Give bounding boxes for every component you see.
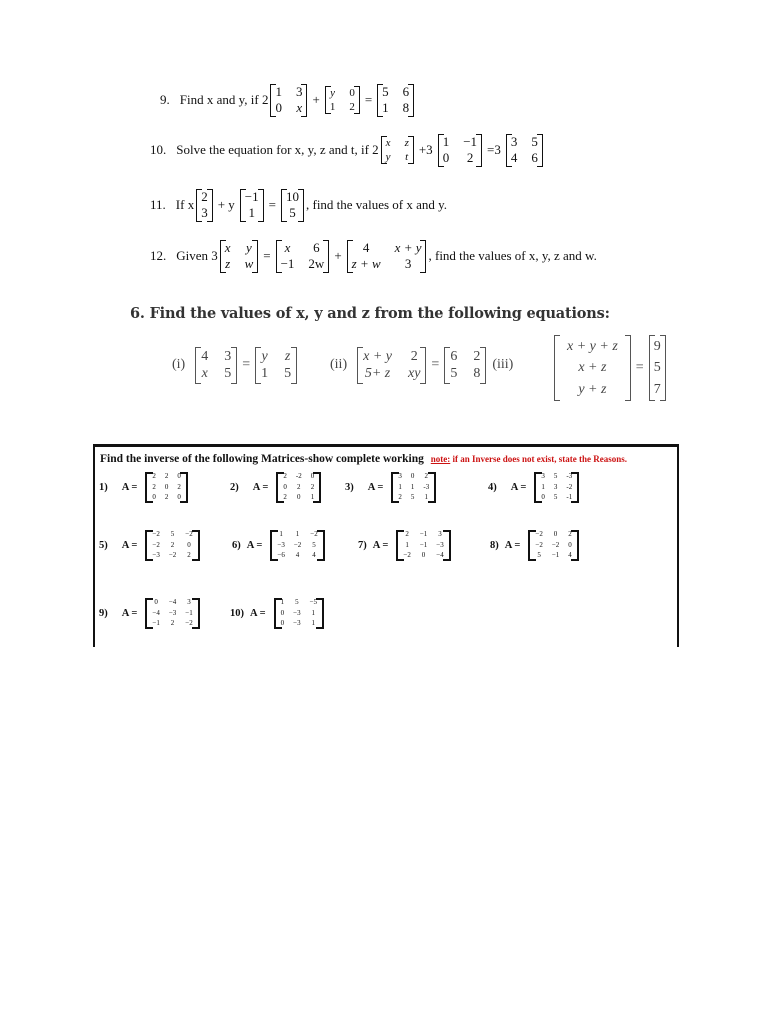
matrix-cell: 2 bbox=[152, 472, 156, 480]
a-equals: A = bbox=[250, 608, 266, 620]
matrix-cell: 0 bbox=[154, 598, 158, 606]
note: note: if an Inverse does not exist, state the Reasons. bbox=[430, 454, 628, 464]
matrix-cell: 2 bbox=[283, 493, 287, 502]
problem-label: 2) bbox=[230, 482, 239, 494]
matrix: 4 x + y z + w 3 bbox=[347, 240, 427, 273]
matrix-cell: 2 bbox=[164, 493, 169, 502]
matrix-3x3 bbox=[528, 530, 578, 561]
matrix-cell: 5 bbox=[553, 472, 558, 480]
matrix-cell: 0 bbox=[280, 608, 285, 617]
matrix-cell: -1 bbox=[566, 493, 573, 502]
matrix-cell: −5 bbox=[309, 598, 318, 606]
question-6-part-iii bbox=[552, 335, 668, 401]
matrix-cell: 4 bbox=[568, 551, 572, 560]
matrix-cell: 0 bbox=[164, 482, 169, 491]
matrix-cell: 5 bbox=[410, 493, 415, 502]
matrix: 6 2 5 8 bbox=[444, 347, 486, 384]
inverse-problem-5 bbox=[99, 530, 202, 561]
matrix-cell: 5 bbox=[537, 551, 541, 560]
matrix-cell: 0 bbox=[541, 493, 545, 502]
matrix-cell: 2 bbox=[187, 551, 191, 560]
matrix-cell: 5 bbox=[553, 493, 558, 502]
matrix-cell: −3 bbox=[168, 608, 177, 617]
matrix: x z y t bbox=[381, 136, 414, 164]
matrix-cell: 2 bbox=[310, 482, 315, 491]
matrix-cell: 2 bbox=[170, 540, 175, 549]
equals-scalar: =3 bbox=[487, 142, 501, 158]
equals-sign: = bbox=[268, 197, 276, 213]
matrix-cell: 2 bbox=[164, 472, 169, 480]
matrix-cell: 5 bbox=[312, 540, 316, 549]
problem-label: 3) bbox=[345, 482, 354, 494]
matrix-cell: 0 bbox=[177, 472, 181, 480]
plus-sign: + bbox=[334, 248, 342, 264]
inverse-problem-7 bbox=[358, 530, 453, 561]
matrix-cell: −2 bbox=[535, 540, 543, 549]
equals-sign: = bbox=[364, 92, 373, 108]
matrix-cell: −2 bbox=[185, 619, 193, 628]
inverse-problem-4 bbox=[488, 472, 581, 503]
matrix: 3 5 4 6 bbox=[506, 134, 543, 167]
matrix-cell: 1 bbox=[280, 598, 285, 606]
a-equals: A = bbox=[121, 608, 138, 620]
problem-label: 1) bbox=[99, 482, 108, 494]
matrix-cell: -3 bbox=[566, 472, 573, 480]
inverse-problem-10 bbox=[230, 598, 326, 629]
equals-sign: = bbox=[242, 357, 251, 373]
matrix-cell: 2 bbox=[424, 472, 429, 480]
a-equals: A = bbox=[372, 540, 389, 552]
plus-sign: + bbox=[312, 92, 320, 108]
matrix-cell: 2 bbox=[297, 482, 301, 491]
matrix-cell: 2 bbox=[152, 482, 156, 491]
matrix-cell: −6 bbox=[277, 551, 285, 560]
matrix-3x3 bbox=[391, 472, 436, 503]
problem-11 bbox=[150, 189, 447, 222]
problem-9 bbox=[160, 84, 416, 117]
matrix-cell: 0 bbox=[152, 493, 156, 502]
matrix: 4 3 x 5 bbox=[195, 347, 237, 384]
a-equals: A = bbox=[510, 482, 527, 494]
plus-term: + y bbox=[217, 197, 235, 213]
inverse-problem-8 bbox=[490, 530, 581, 561]
problem-label: 8) bbox=[490, 540, 499, 552]
problem-label: 9) bbox=[99, 608, 108, 620]
matrix: y 0 1 2 bbox=[325, 86, 360, 114]
matrix-cell: 2 bbox=[398, 493, 402, 502]
matrix-cell: −3 bbox=[436, 540, 444, 549]
matrix-cell: 0 bbox=[553, 530, 558, 538]
matrix-cell: 1 bbox=[295, 530, 300, 538]
problem-12 bbox=[150, 240, 597, 273]
matrix-cell: 3 bbox=[541, 472, 545, 480]
matrix-cell: 3 bbox=[398, 472, 402, 480]
problem-text: Given 3 bbox=[176, 248, 218, 264]
problem-text: If x bbox=[175, 197, 195, 213]
matrix-3x3 bbox=[145, 598, 199, 629]
matrix-cell: −2 bbox=[185, 530, 193, 538]
part-label: (iii) bbox=[492, 357, 514, 373]
inverse-problem-6 bbox=[232, 530, 327, 561]
a-equals: A = bbox=[121, 482, 138, 494]
matrix-cell: −2 bbox=[535, 530, 543, 538]
matrix-cell: 0 bbox=[568, 540, 572, 549]
matrix-cell: −2 bbox=[152, 540, 160, 549]
matrix-cell: 0 bbox=[410, 472, 415, 480]
matrix-cell: −4 bbox=[152, 608, 160, 617]
matrix-cell: 4 bbox=[312, 551, 316, 560]
matrix-cell: 2 bbox=[170, 619, 175, 628]
problem-text: Find x and y, if 2 bbox=[179, 92, 269, 108]
matrix-cell: 0 bbox=[177, 493, 181, 502]
a-equals: A = bbox=[252, 482, 269, 494]
matrix-cell: 1 bbox=[279, 530, 283, 538]
matrix-cell: 1 bbox=[424, 493, 429, 502]
inverse-problem-3 bbox=[345, 472, 438, 503]
matrix-cell: −4 bbox=[436, 551, 444, 560]
question-6-heading: 6. Find the values of x, y and z from the following equations: bbox=[130, 305, 610, 322]
inverse-problem-2 bbox=[230, 472, 323, 503]
matrix: x y z w bbox=[220, 240, 258, 273]
matrix-3x3 bbox=[534, 472, 579, 503]
matrix-cell: 1 bbox=[541, 482, 545, 491]
matrix-cell: 0 bbox=[283, 482, 287, 491]
a-equals: A = bbox=[121, 540, 138, 552]
matrix: 1 −1 0 2 bbox=[438, 134, 482, 167]
column-vector: 9 5 7 bbox=[649, 335, 666, 401]
matrix-cell: 5 bbox=[295, 598, 299, 606]
inverse-problem-1 bbox=[99, 472, 190, 503]
matrix-cell: -2 bbox=[295, 472, 302, 480]
matrix-cell: −3 bbox=[152, 551, 160, 560]
matrix: x + y + z x + z y + z bbox=[554, 335, 631, 401]
matrix-3x3 bbox=[276, 472, 321, 503]
matrix-cell: 2 bbox=[177, 482, 181, 491]
question-6-part-i bbox=[172, 347, 299, 384]
matrix-cell: -2 bbox=[566, 482, 573, 491]
problem-text: Solve the equation for x, y, z and t, if 2 bbox=[176, 142, 379, 158]
matrix-3x3 bbox=[270, 530, 324, 561]
matrix-3x3 bbox=[274, 598, 324, 629]
matrix-cell: 2 bbox=[568, 530, 572, 538]
matrix-cell: −1 bbox=[551, 551, 560, 560]
matrix-cell: −3 bbox=[277, 540, 285, 549]
matrix-cell: 3 bbox=[438, 530, 442, 538]
equals-sign: = bbox=[263, 248, 271, 264]
problem-tail: , find the values of x, y, z and w. bbox=[428, 248, 597, 264]
matrix-cell: 0 bbox=[187, 540, 191, 549]
matrix-cell: −1 bbox=[152, 619, 160, 628]
matrix-cell: -3 bbox=[423, 482, 430, 491]
matrix: x 6 −1 2w bbox=[276, 240, 330, 273]
problem-number: 11. bbox=[150, 197, 166, 213]
section-title: Find the inverse of the following Matrices-show complete working note: if an Inverse does not exist, state the Reasons. bbox=[100, 453, 628, 465]
part-label: (ii) bbox=[330, 357, 348, 373]
equals-sign: = bbox=[431, 357, 440, 373]
matrix-cell: 1 bbox=[311, 608, 316, 617]
problem-label: 4) bbox=[488, 482, 497, 494]
problem-label: 5) bbox=[99, 540, 108, 552]
equals-sign: = bbox=[635, 360, 644, 376]
matrix-cell: −1 bbox=[185, 608, 193, 617]
matrix: x + y 2 5+ z xy bbox=[357, 347, 426, 384]
matrix-cell: −2 bbox=[310, 530, 318, 538]
scalar-operator: +3 bbox=[418, 142, 433, 158]
problem-number: 10. bbox=[150, 142, 167, 158]
column-vector: −1 1 bbox=[240, 189, 264, 222]
matrix-cell: 3 bbox=[187, 598, 191, 606]
matrix-cell: −1 bbox=[419, 530, 428, 538]
matrix-cell: −2 bbox=[551, 540, 560, 549]
matrix-cell: 1 bbox=[405, 540, 409, 549]
matrix: y z 1 5 bbox=[255, 347, 297, 384]
matrix-3x3 bbox=[145, 472, 188, 503]
matrix-cell: 3 bbox=[553, 482, 558, 491]
matrix-cell: 1 bbox=[311, 619, 316, 628]
matrix: 1 3 0 x bbox=[270, 84, 307, 117]
matrix-cell: 0 bbox=[297, 493, 301, 502]
matrix-cell: −2 bbox=[152, 530, 160, 538]
matrix-cell: −2 bbox=[293, 540, 302, 549]
matrix-cell: 0 bbox=[310, 472, 315, 480]
part-label: (i) bbox=[172, 357, 186, 373]
matrix-cell: −4 bbox=[168, 598, 177, 606]
matrix-3x3 bbox=[396, 530, 450, 561]
matrix-cell: 0 bbox=[421, 551, 426, 560]
matrix-cell: −2 bbox=[403, 551, 411, 560]
matrix-cell: 5 bbox=[170, 530, 175, 538]
matrix-cell: 1 bbox=[410, 482, 415, 491]
question-6-part-ii bbox=[330, 347, 513, 384]
problem-label: 7) bbox=[358, 540, 367, 552]
problem-label: 10) bbox=[230, 608, 244, 620]
matrix-cell: 1 bbox=[398, 482, 402, 491]
matrix-cell: −1 bbox=[419, 540, 428, 549]
matrix-cell: 1 bbox=[310, 493, 315, 502]
a-equals: A = bbox=[504, 540, 521, 552]
matrix-cell: 4 bbox=[295, 551, 300, 560]
problem-label: 6) bbox=[232, 540, 241, 552]
problem-10 bbox=[150, 134, 545, 167]
matrix: 5 6 1 8 bbox=[377, 84, 414, 117]
column-vector: 10 5 bbox=[281, 189, 304, 222]
problem-tail: , find the values of x and y. bbox=[305, 197, 448, 213]
problem-number: 12. bbox=[150, 248, 167, 264]
a-equals: A = bbox=[246, 540, 263, 552]
matrix-cell: −2 bbox=[168, 551, 177, 560]
inverse-problem-9 bbox=[99, 598, 202, 629]
a-equals: A = bbox=[367, 482, 384, 494]
matrix-cell: 0 bbox=[280, 619, 285, 628]
matrix-cell: 2 bbox=[405, 530, 409, 538]
column-vector: 2 3 bbox=[196, 189, 213, 222]
matrix-3x3 bbox=[145, 530, 199, 561]
problem-number: 9. bbox=[160, 92, 170, 108]
matrix-cell: 2 bbox=[283, 472, 287, 480]
matrix-cell: −3 bbox=[293, 619, 301, 628]
matrix-cell: −3 bbox=[293, 608, 301, 617]
